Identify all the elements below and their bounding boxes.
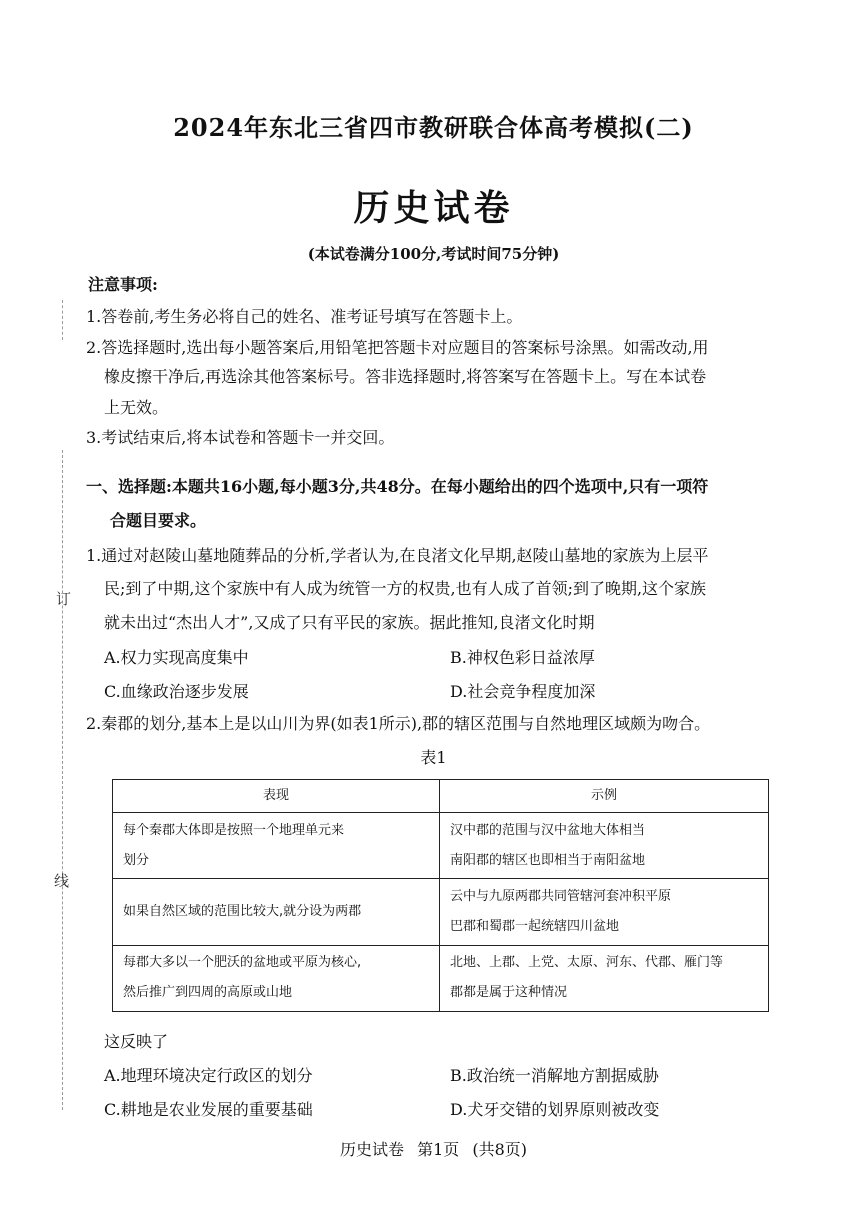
table-header-row [113, 780, 769, 813]
footer-subject: 历史试卷 [339, 1140, 404, 1159]
table-header-cell: 表现 [113, 780, 440, 813]
question-1-stem: 就未出过“杰出人才”,又成了只有平民的家族。据此推知,良渚文化时期 [104, 613, 595, 632]
binding-mark-xian: 线 [54, 872, 70, 890]
table-row [113, 879, 769, 945]
table-cell [440, 879, 769, 945]
cell-line: 云中与九原两郡共同管辖河套冲积平原 [450, 888, 672, 904]
cell-line: 划分 [123, 852, 150, 868]
question-2-option-a: A.地理环境决定行政区的划分 [104, 1066, 313, 1085]
question-2-option-b: B.政治统一消解地方割据威胁 [450, 1066, 659, 1085]
table-cell [440, 945, 769, 1011]
table-cell [113, 879, 440, 945]
table-cell [113, 945, 440, 1011]
table-cell [440, 813, 769, 879]
cell-line: 每郡大多以一个肥沃的盆地或平原为核心, [123, 955, 362, 971]
cell-line: 汉中郡的范围与汉中盆地大体相当 [450, 822, 646, 838]
notice-line: 1.答卷前,考生务必将自己的姓名、准考证号填写在答题卡上。 [86, 307, 523, 326]
table-row [113, 945, 769, 1011]
question-1-option-a: A.权力实现高度集中 [104, 648, 249, 667]
section-heading-cont: 合题目要求。 [110, 511, 207, 530]
table-cell [113, 813, 440, 879]
question-1-stem: 民;到了中期,这个家族中有人成为统管一方的权贵,也有人成了首领;到了晚期,这个家族 [104, 579, 707, 598]
cell-line: 郡都是属于这种情况 [450, 985, 568, 1001]
page-footer [0, 1137, 867, 1160]
cell-line: 南阳郡的辖区也即相当于南阳盆地 [450, 852, 646, 868]
table-caption: 表1 [420, 748, 447, 767]
binding-mark-ding: 订 [56, 590, 72, 608]
section-heading: 一、选择题:本题共16小题,每小题3分,共48分。在每小题给出的四个选项中,只有一项符 [86, 477, 709, 496]
table-1 [112, 779, 769, 1012]
question-1-option-b: B.神权色彩日益浓厚 [450, 648, 595, 667]
notice-line: 上无效。 [104, 398, 169, 417]
exam-subject: 历史试卷 [353, 187, 514, 229]
exam-info: (本试卷满分100分,考试时间75分钟) [307, 245, 560, 263]
notice-line: 2.答选择题时,选出每小题答案后,用铅笔把答题卡对应题目的答案标号涂黑。如需改动,用 [86, 338, 709, 357]
exam-title: 2024年东北三省四市教研联合体高考模拟(二) [173, 113, 694, 142]
footer-page: 第1页 [417, 1140, 460, 1159]
table-header-cell: 示例 [440, 780, 769, 813]
binding-margin-line [62, 300, 63, 340]
footer-total: (共8页) [472, 1140, 528, 1159]
cell-line: 北地、上郡、上党、太原、河东、代郡、雁门等 [450, 955, 724, 971]
notice-line: 橡皮擦干净后,再选涂其他答案标号。答非选择题时,将答案写在答题卡上。写在本试卷 [104, 367, 707, 386]
cell-line: 然后推广到四周的高原或山地 [123, 985, 293, 1001]
table-row [113, 813, 769, 879]
notice-heading: 注意事项: [88, 275, 158, 294]
notice-line: 3.考试结束后,将本试卷和答题卡一并交回。 [86, 428, 395, 447]
question-1-stem: 1.通过对赵陵山墓地随葬品的分析,学者认为,在良渚文化早期,赵陵山墓地的家族为上层平 [86, 546, 709, 565]
question-1-option-d: D.社会竞争程度加深 [450, 682, 596, 701]
cell-line: 每个秦郡大体即是按照一个地理单元来 [123, 822, 345, 838]
binding-margin-line [62, 450, 63, 1110]
question-2-option-d: D.犬牙交错的划界原则被改变 [450, 1100, 660, 1119]
cell-line: 巴郡和蜀郡一起统辖四川盆地 [450, 918, 620, 934]
question-2-stem: 2.秦郡的划分,基本上是以山川为界(如表1所示),郡的辖区范围与自然地理区域颇为吻合。 [86, 714, 711, 733]
cell-line: 如果自然区域的范围比较大,就分设为两郡 [123, 903, 362, 919]
question-2-after: 这反映了 [104, 1032, 169, 1051]
question-1-option-c: C.血缘政治逐步发展 [104, 682, 249, 701]
question-2-option-c: C.耕地是农业发展的重要基础 [104, 1100, 313, 1119]
